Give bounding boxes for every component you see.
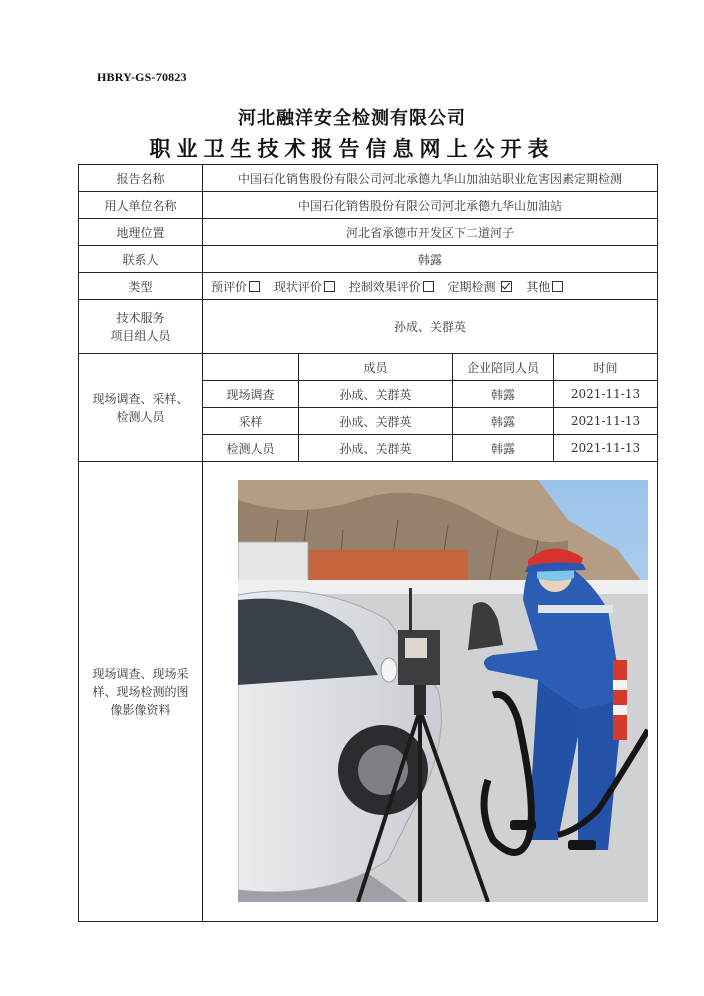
photo-cell — [203, 462, 658, 922]
report-name-label: 报告名称 — [79, 165, 203, 192]
document-id: HBRY-GS-70823 — [97, 70, 187, 84]
members-cell: 孙成、关群英 — [299, 381, 453, 408]
employer-label: 用人单位名称 — [79, 192, 203, 219]
personnel-label-line1: 现场调查、采样、 — [92, 391, 189, 406]
personnel-label — [79, 354, 203, 462]
header-time: 时间 — [554, 354, 658, 381]
row-type — [79, 273, 658, 300]
images-label-line1: 现场调查、现场采 — [92, 666, 189, 681]
type-options — [203, 273, 658, 300]
team-value: 孙成、关群英 — [203, 300, 658, 354]
type-label: 类型 — [79, 273, 203, 300]
images-label-line2: 样、现场检测的图 — [92, 684, 189, 699]
type-option-pre-evaluation — [211, 280, 260, 294]
location-value: 河北省承德市开发区下二道河子 — [203, 219, 658, 246]
team-label-line1: 技术服务 — [116, 310, 165, 325]
checked-checkbox-icon — [501, 281, 512, 292]
site-photo — [238, 480, 648, 902]
type-option-label: 现状评价 — [273, 279, 322, 294]
images-label — [79, 462, 203, 922]
row-location — [79, 219, 658, 246]
location-label: 地理位置 — [79, 219, 203, 246]
type-option-label: 其他 — [526, 279, 551, 294]
type-option-status-evaluation — [274, 280, 335, 294]
role-cell: 采样 — [203, 408, 299, 435]
accompany-cell: 韩露 — [453, 435, 554, 462]
time-cell: 2021-11-13 — [554, 435, 658, 462]
report-name-value: 中国石化销售股份有限公司河北承德九华山加油站职业危害因素定期检测 — [203, 165, 658, 192]
contact-label: 联系人 — [79, 246, 203, 273]
type-option-periodic-detection — [448, 280, 513, 294]
row-contact — [79, 246, 658, 273]
accompany-cell: 韩露 — [453, 408, 554, 435]
role-cell: 现场调查 — [203, 381, 299, 408]
time-cell: 2021-11-13 — [554, 408, 658, 435]
checkbox-icon — [324, 281, 335, 292]
type-option-label: 控制效果评价 — [348, 279, 421, 294]
type-option-other — [526, 280, 563, 294]
personnel-header-row — [79, 354, 658, 381]
header-members: 成员 — [299, 354, 453, 381]
personnel-label-line2: 检测人员 — [116, 409, 165, 424]
page-title: 职业卫生技术报告信息网上公开表 — [149, 136, 555, 161]
header-empty-cell — [203, 354, 299, 381]
time-cell: 2021-11-13 — [554, 381, 658, 408]
header-accompany: 企业陪同人员 — [453, 354, 554, 381]
team-label-line2: 项目组人员 — [110, 328, 171, 343]
checkbox-icon — [423, 281, 434, 292]
members-cell: 孙成、关群英 — [299, 435, 453, 462]
images-label-line3: 像影像资料 — [110, 702, 171, 717]
team-label — [79, 300, 203, 354]
disclosure-table — [78, 164, 658, 922]
role-cell: 检测人员 — [203, 435, 299, 462]
company-name: 河北融洋安全检测有限公司 — [238, 108, 466, 129]
contact-value: 韩露 — [203, 246, 658, 273]
row-employer — [79, 192, 658, 219]
checkbox-icon — [552, 281, 563, 292]
checkbox-icon — [249, 281, 260, 292]
row-images — [79, 462, 658, 922]
type-option-label: 定期检测 — [447, 279, 496, 294]
accompany-cell: 韩露 — [453, 381, 554, 408]
row-team — [79, 300, 658, 354]
type-option-label: 预评价 — [211, 279, 248, 294]
type-option-control-effect — [349, 280, 434, 294]
members-cell: 孙成、关群英 — [299, 408, 453, 435]
row-report-name — [79, 165, 658, 192]
employer-value: 中国石化销售股份有限公司河北承德九华山加油站 — [203, 192, 658, 219]
